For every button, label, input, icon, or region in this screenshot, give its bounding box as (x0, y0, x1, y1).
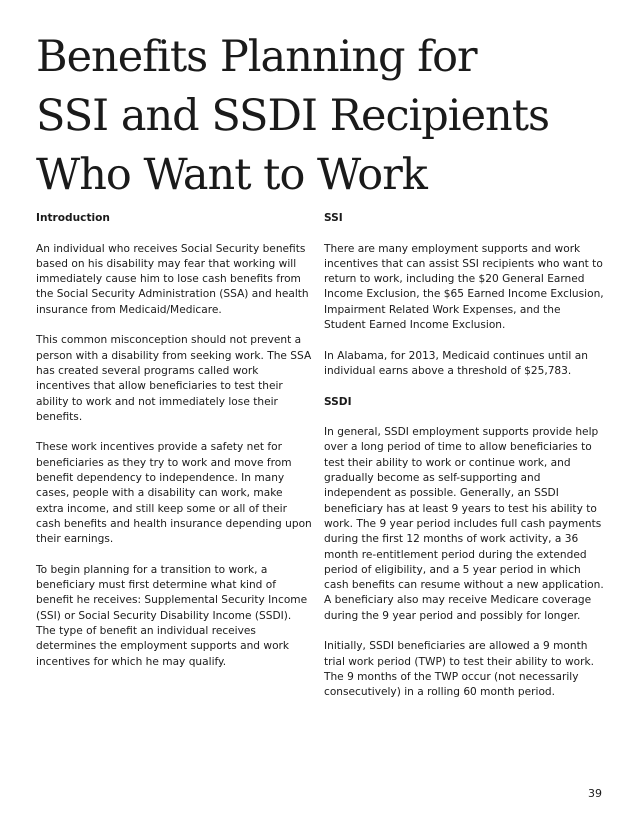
paragraph: In Alabama, for 2013, Medicaid continues until an individual earns above a threshold of $25,783. (324, 349, 588, 377)
ssdi-heading: SSDI (324, 395, 352, 408)
paragraph: Initially, SSDI beneficiaries are allowed a 9 month trial work period (TWP) to test their ability to work. The 9 months of the TWP occur (not necessarily consecutively) in a rolling 60 month period. (324, 640, 594, 699)
page-number: 39 (588, 787, 602, 800)
paragraph: In general, SSDI employment supports provide help over a long period of time to allow beneficiaries to test their ability to work or continue work, and gradually become as self-supporting and independent as possible. Generally, an SSDI beneficiary has at least 9 years to test his ability to work. The 9 year period includes full cash payments during the first 12 months of work activity, a 36 month re-entitlement period during the extended period of eligibility, and a 5 year period in which cash benefits can resume without a new application. A beneficiary also may receive Medicare coverage during the 9 year period and possibly for longer. (324, 426, 604, 622)
paragraph: To begin planning for a transition to work, a beneficiary must first determine what kind of benefit he receives: Supplemental Security Income (SSI) or Social Security Disability Income (SSDI). The type of benefit an individual receives determines the employment supports and work incentives for which he may qualify. (36, 563, 308, 668)
ssi-heading: SSI (324, 212, 343, 224)
page-title (36, 28, 616, 205)
title-line-2: SSI and SSDI Recipients (36, 91, 550, 141)
title-line-3: Who Want to Work (36, 150, 427, 200)
paragraph: There are many employment supports and work incentives that can assist SSI recipients who want to return to work, including the $20 General Earned Income Exclusion, the $65 Earned Income Exclusion, Impairment Related Work Expenses, and the Student Earned Income Exclusion. (324, 242, 604, 332)
title-line-1: Benefits Planning for (36, 32, 477, 82)
paragraph: These work incentives provide a safety net for beneficiaries as they try to work and move from benefit dependency to independence. In many cases, people with a disability can work, make extra income, and still keep some or all of their cash benefits and health insurance depending upon their earnings. (36, 441, 312, 546)
introduction-heading: Introduction (36, 212, 110, 224)
right-column (324, 211, 604, 716)
paragraph: This common misconception should not prevent a person with a disability from seeking work. The SSA has created several programs called work incentives that allow beneficiaries to test their ability to work and not immediately lose their benefits. (36, 334, 312, 423)
left-column (36, 211, 312, 685)
paragraph: An individual who receives Social Security benefits based on his disability may fear that working will immediately cause him to lose cash benefits from the Social Security Administration (SSA) and health insurance from Medicaid/Medicare. (36, 242, 309, 316)
